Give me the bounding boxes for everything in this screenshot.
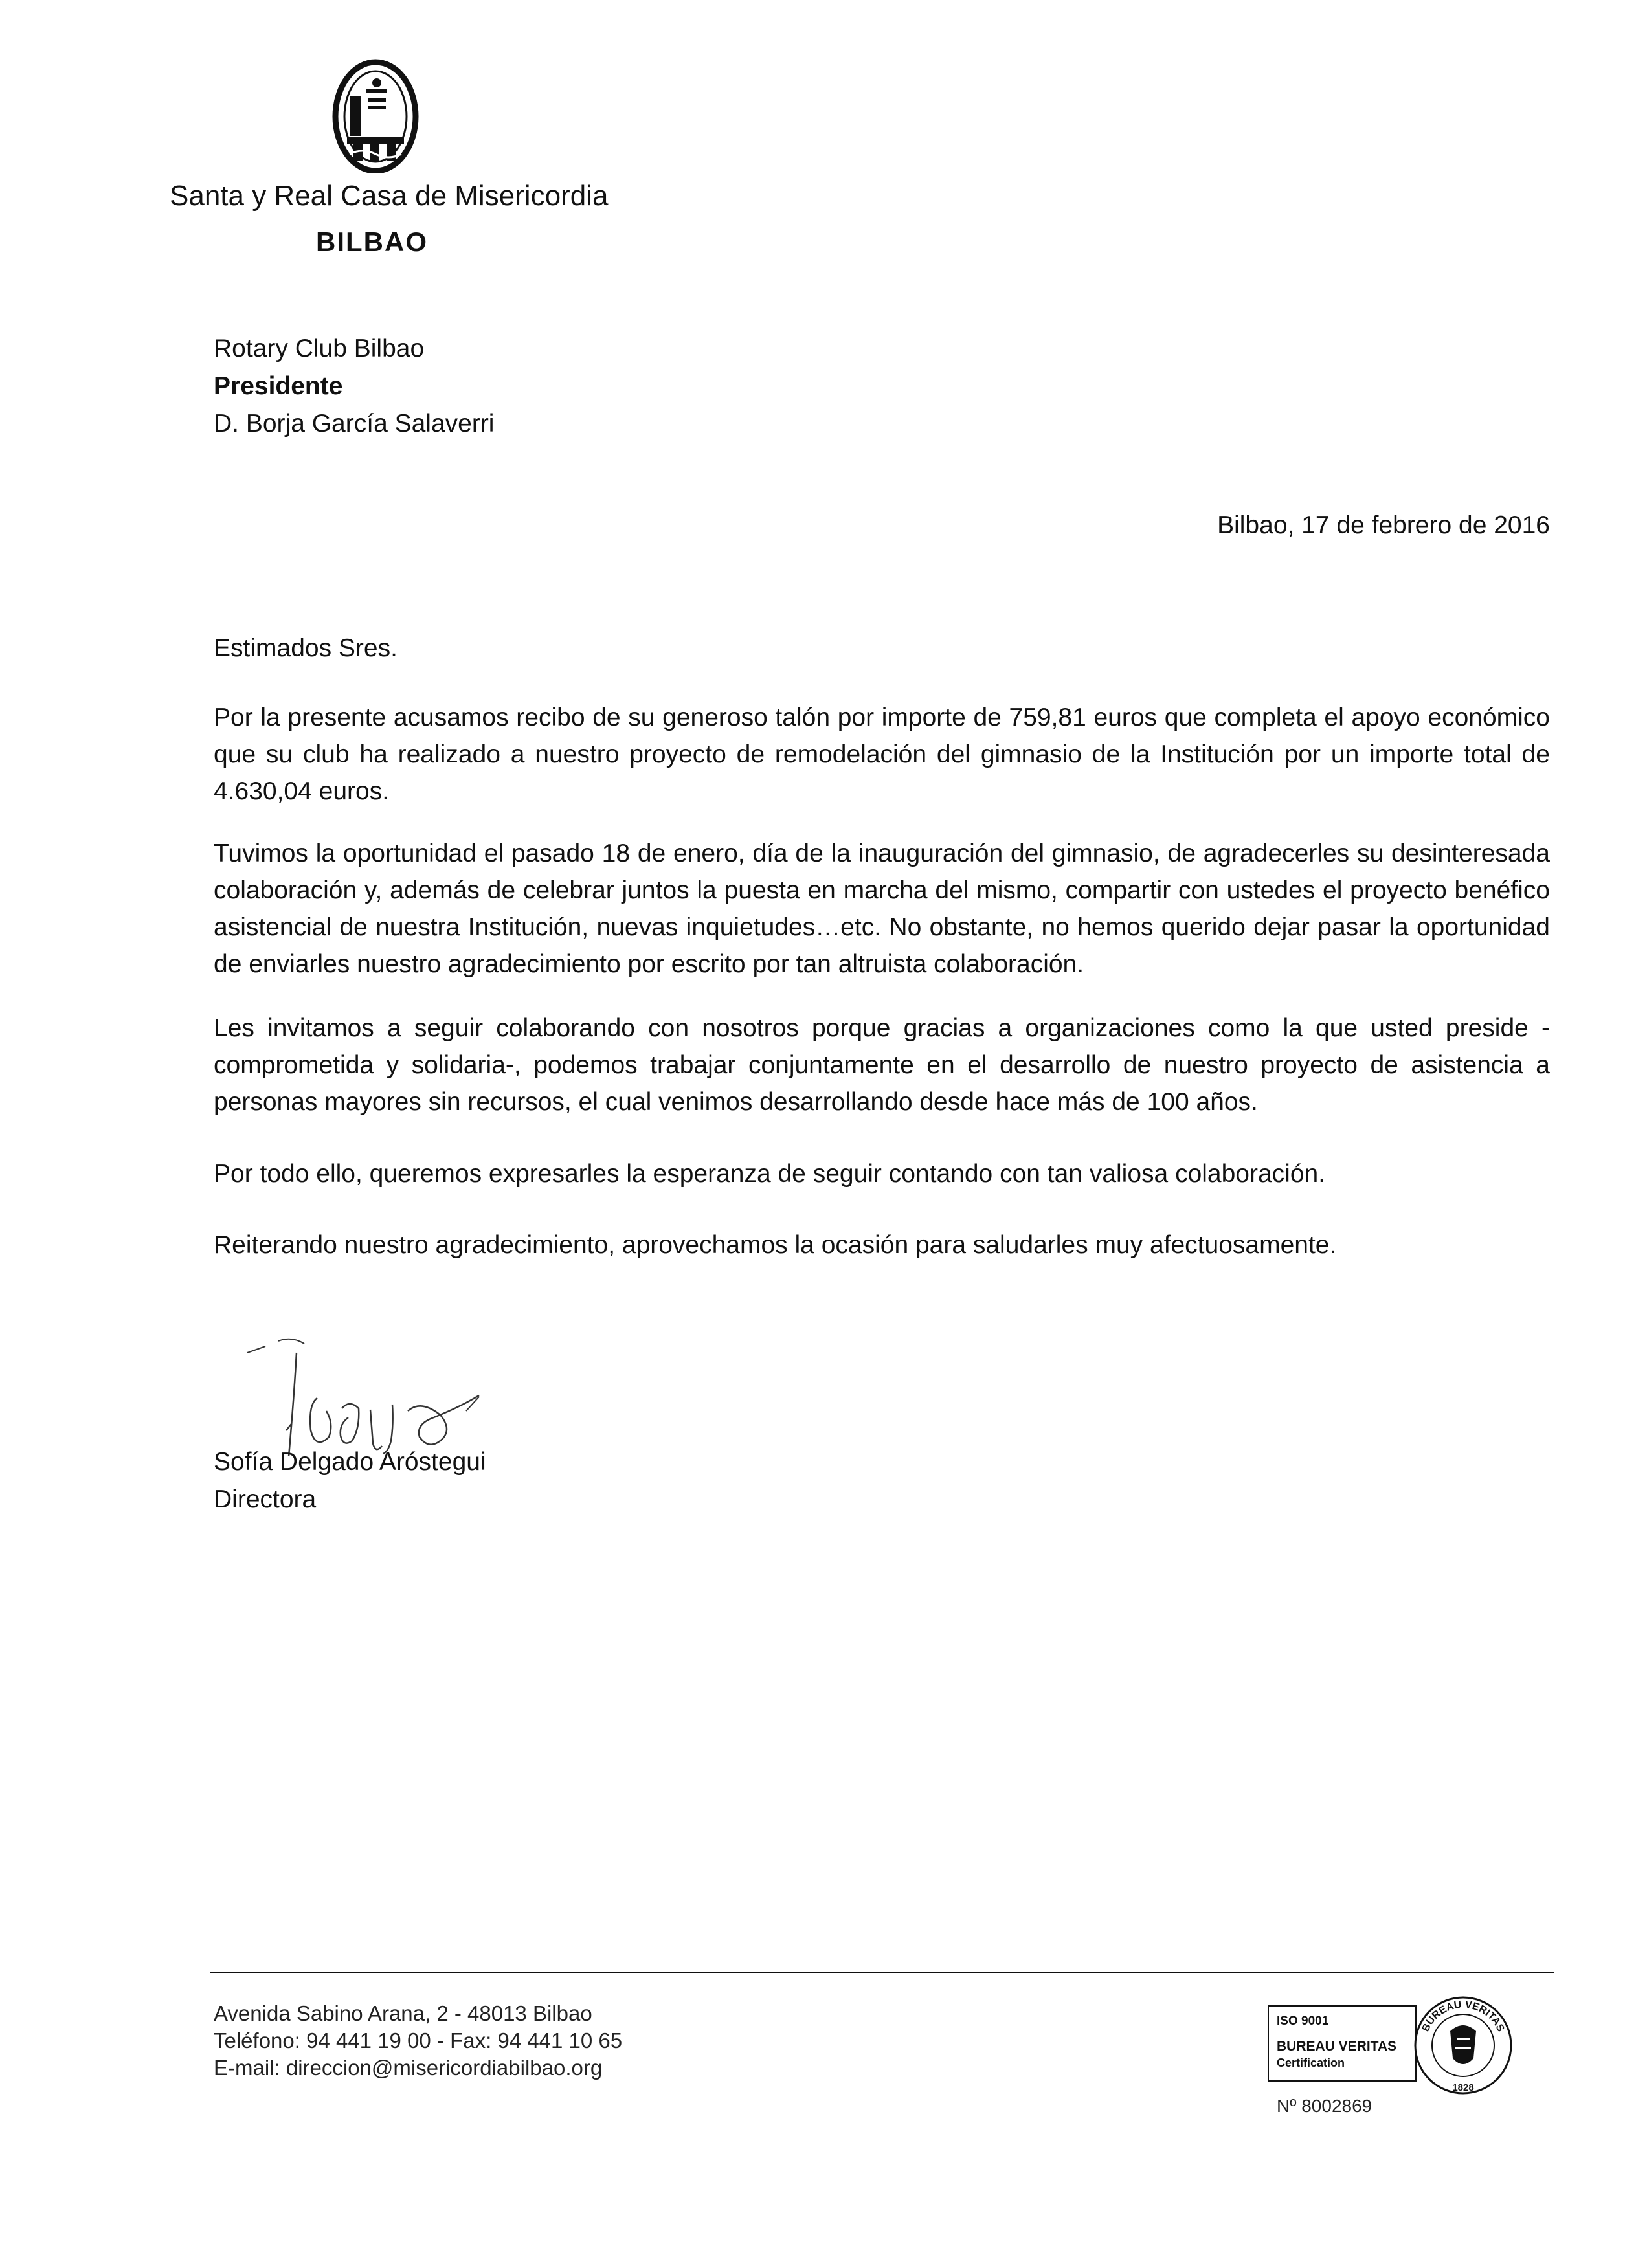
bureau-veritas-seal-icon xyxy=(1411,1994,1515,2097)
footer-phone: Teléfono: 94 441 19 00 - Fax: 94 441 10 65 xyxy=(214,2029,623,2052)
recipient-block xyxy=(214,330,494,443)
body-paragraph-1: Por la presente acusamos recibo de su generoso talón por importe de 759,81 euros que completa el apoyo económico que su club ha realizado a nuestro proyecto de remodelación del gimnasio de la Institución por un importe total de 4.630,04 euros. xyxy=(214,704,1550,805)
seal-arc-text: BUREAU VERITAS xyxy=(1420,1999,1507,2034)
recipient-organization: Rotary Club Bilbao xyxy=(214,335,425,362)
recipient-title: Presidente xyxy=(214,372,343,400)
certification-iso: ISO 9001 xyxy=(1277,2014,1329,2028)
signer-title: Directora xyxy=(214,1485,317,1513)
signer-name: Sofía Delgado Aróstegui xyxy=(214,1448,486,1476)
footer-contact xyxy=(214,2000,622,2082)
footer-address: Avenida Sabino Arana, 2 - 48013 Bilbao xyxy=(214,2001,592,2025)
signer-block xyxy=(214,1443,486,1518)
organization-name: Santa y Real Casa de Misericordia xyxy=(170,180,609,212)
body-paragraph-3: Les invitamos a seguir colaborando con nosotros porque gracias a organizaciones como la que usted preside - comprometida y solidaria-, podemos trabajar conjuntamente en el desarrollo de nuestro proyecto de asistencia a personas mayores sin recursos, el cual venimos desarrollando desde hace más de 100 años. xyxy=(214,1014,1550,1116)
body-paragraph-4: Por todo ello, queremos expresarles la esperanza de seguir contando con tan valiosa colaboración. xyxy=(214,1160,1326,1188)
certification-label: Certification xyxy=(1277,2056,1345,2069)
certification-company: BUREAU VERITAS xyxy=(1277,2039,1397,2054)
organization-city: BILBAO xyxy=(316,227,428,257)
seal-year: 1828 xyxy=(1452,2082,1474,2093)
certification-text-box xyxy=(1268,2005,1417,2082)
certification-badge xyxy=(1268,1994,1534,2091)
salutation: Estimados Sres. xyxy=(214,634,398,662)
certification-number: Nº 8002869 xyxy=(1277,2096,1372,2116)
footer-email: E-mail: direccion@misericordiabilbao.org xyxy=(214,2056,603,2080)
recipient-name: D. Borja García Salaverri xyxy=(214,410,495,438)
body-paragraph-2: Tuvimos la oportunidad el pasado 18 de enero, día de la inauguración del gimnasio, de agradecerles su desinteresada colaboración y, además de celebrar juntos la puesta en marcha del mismo, compartir con ustedes el proyecto benéfico asistencial de nuestra Institución, nuevas inquietudes…etc. No obstante, no hemos querido dejar pasar la oportunidad de enviarles nuestro agradecimiento por escrito por tan altruista colaboración. xyxy=(214,839,1550,978)
footer-divider xyxy=(210,1972,1554,1973)
misericordia-crest-icon xyxy=(330,57,421,173)
body-paragraph-5: Reiterando nuestro agradecimiento, aprovechamos la ocasión para saludarles muy afectuosamente. xyxy=(214,1231,1337,1259)
letter-date: Bilbao, 17 de febrero de 2016 xyxy=(1217,511,1550,539)
